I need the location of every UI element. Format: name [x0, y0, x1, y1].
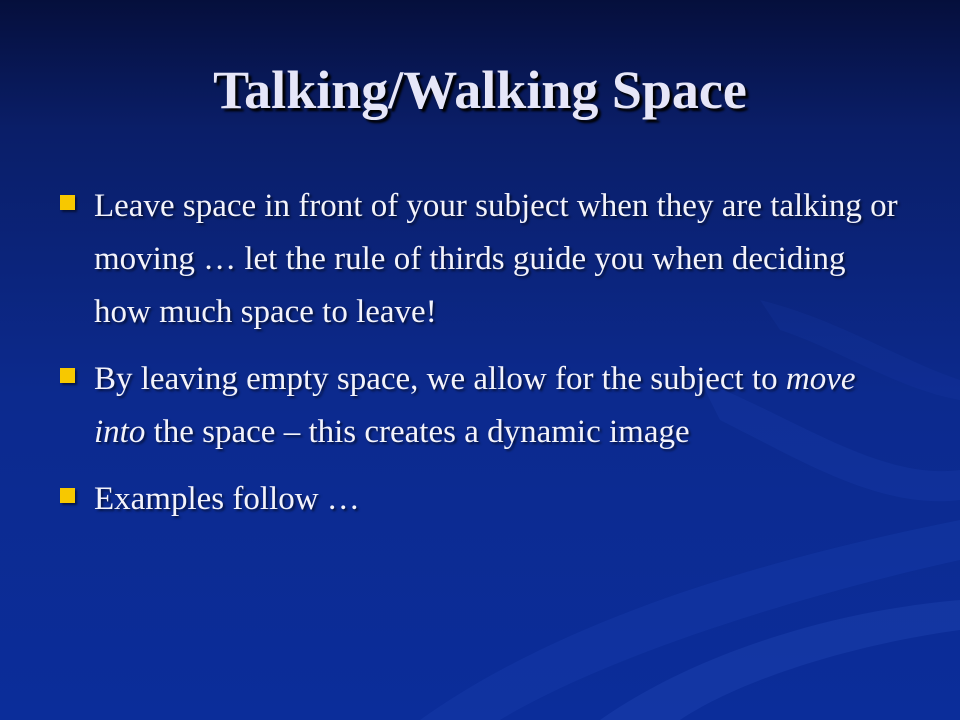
- bullet-item: [58, 353, 908, 459]
- square-bullet-icon: [60, 368, 75, 383]
- square-bullet-icon: [60, 488, 75, 503]
- bullet-text-before: By leaving empty space, we allow for the subject to: [94, 361, 786, 397]
- bullet-text-after: the space – this creates a dynamic image: [145, 414, 690, 450]
- bullet-emphasis: move into: [94, 361, 856, 450]
- bullet-text: Examples follow …: [94, 481, 360, 517]
- bullet-text: Leave space in front of your subject when they are talking or moving … let the rule of thirds guide you when deciding how much space to leave!: [94, 188, 898, 330]
- bullet-item: [58, 180, 908, 339]
- bullet-item: [58, 473, 908, 526]
- square-bullet-icon: [60, 195, 75, 210]
- slide-title: Talking/Walking Space: [213, 60, 747, 120]
- bullet-list: [58, 180, 908, 540]
